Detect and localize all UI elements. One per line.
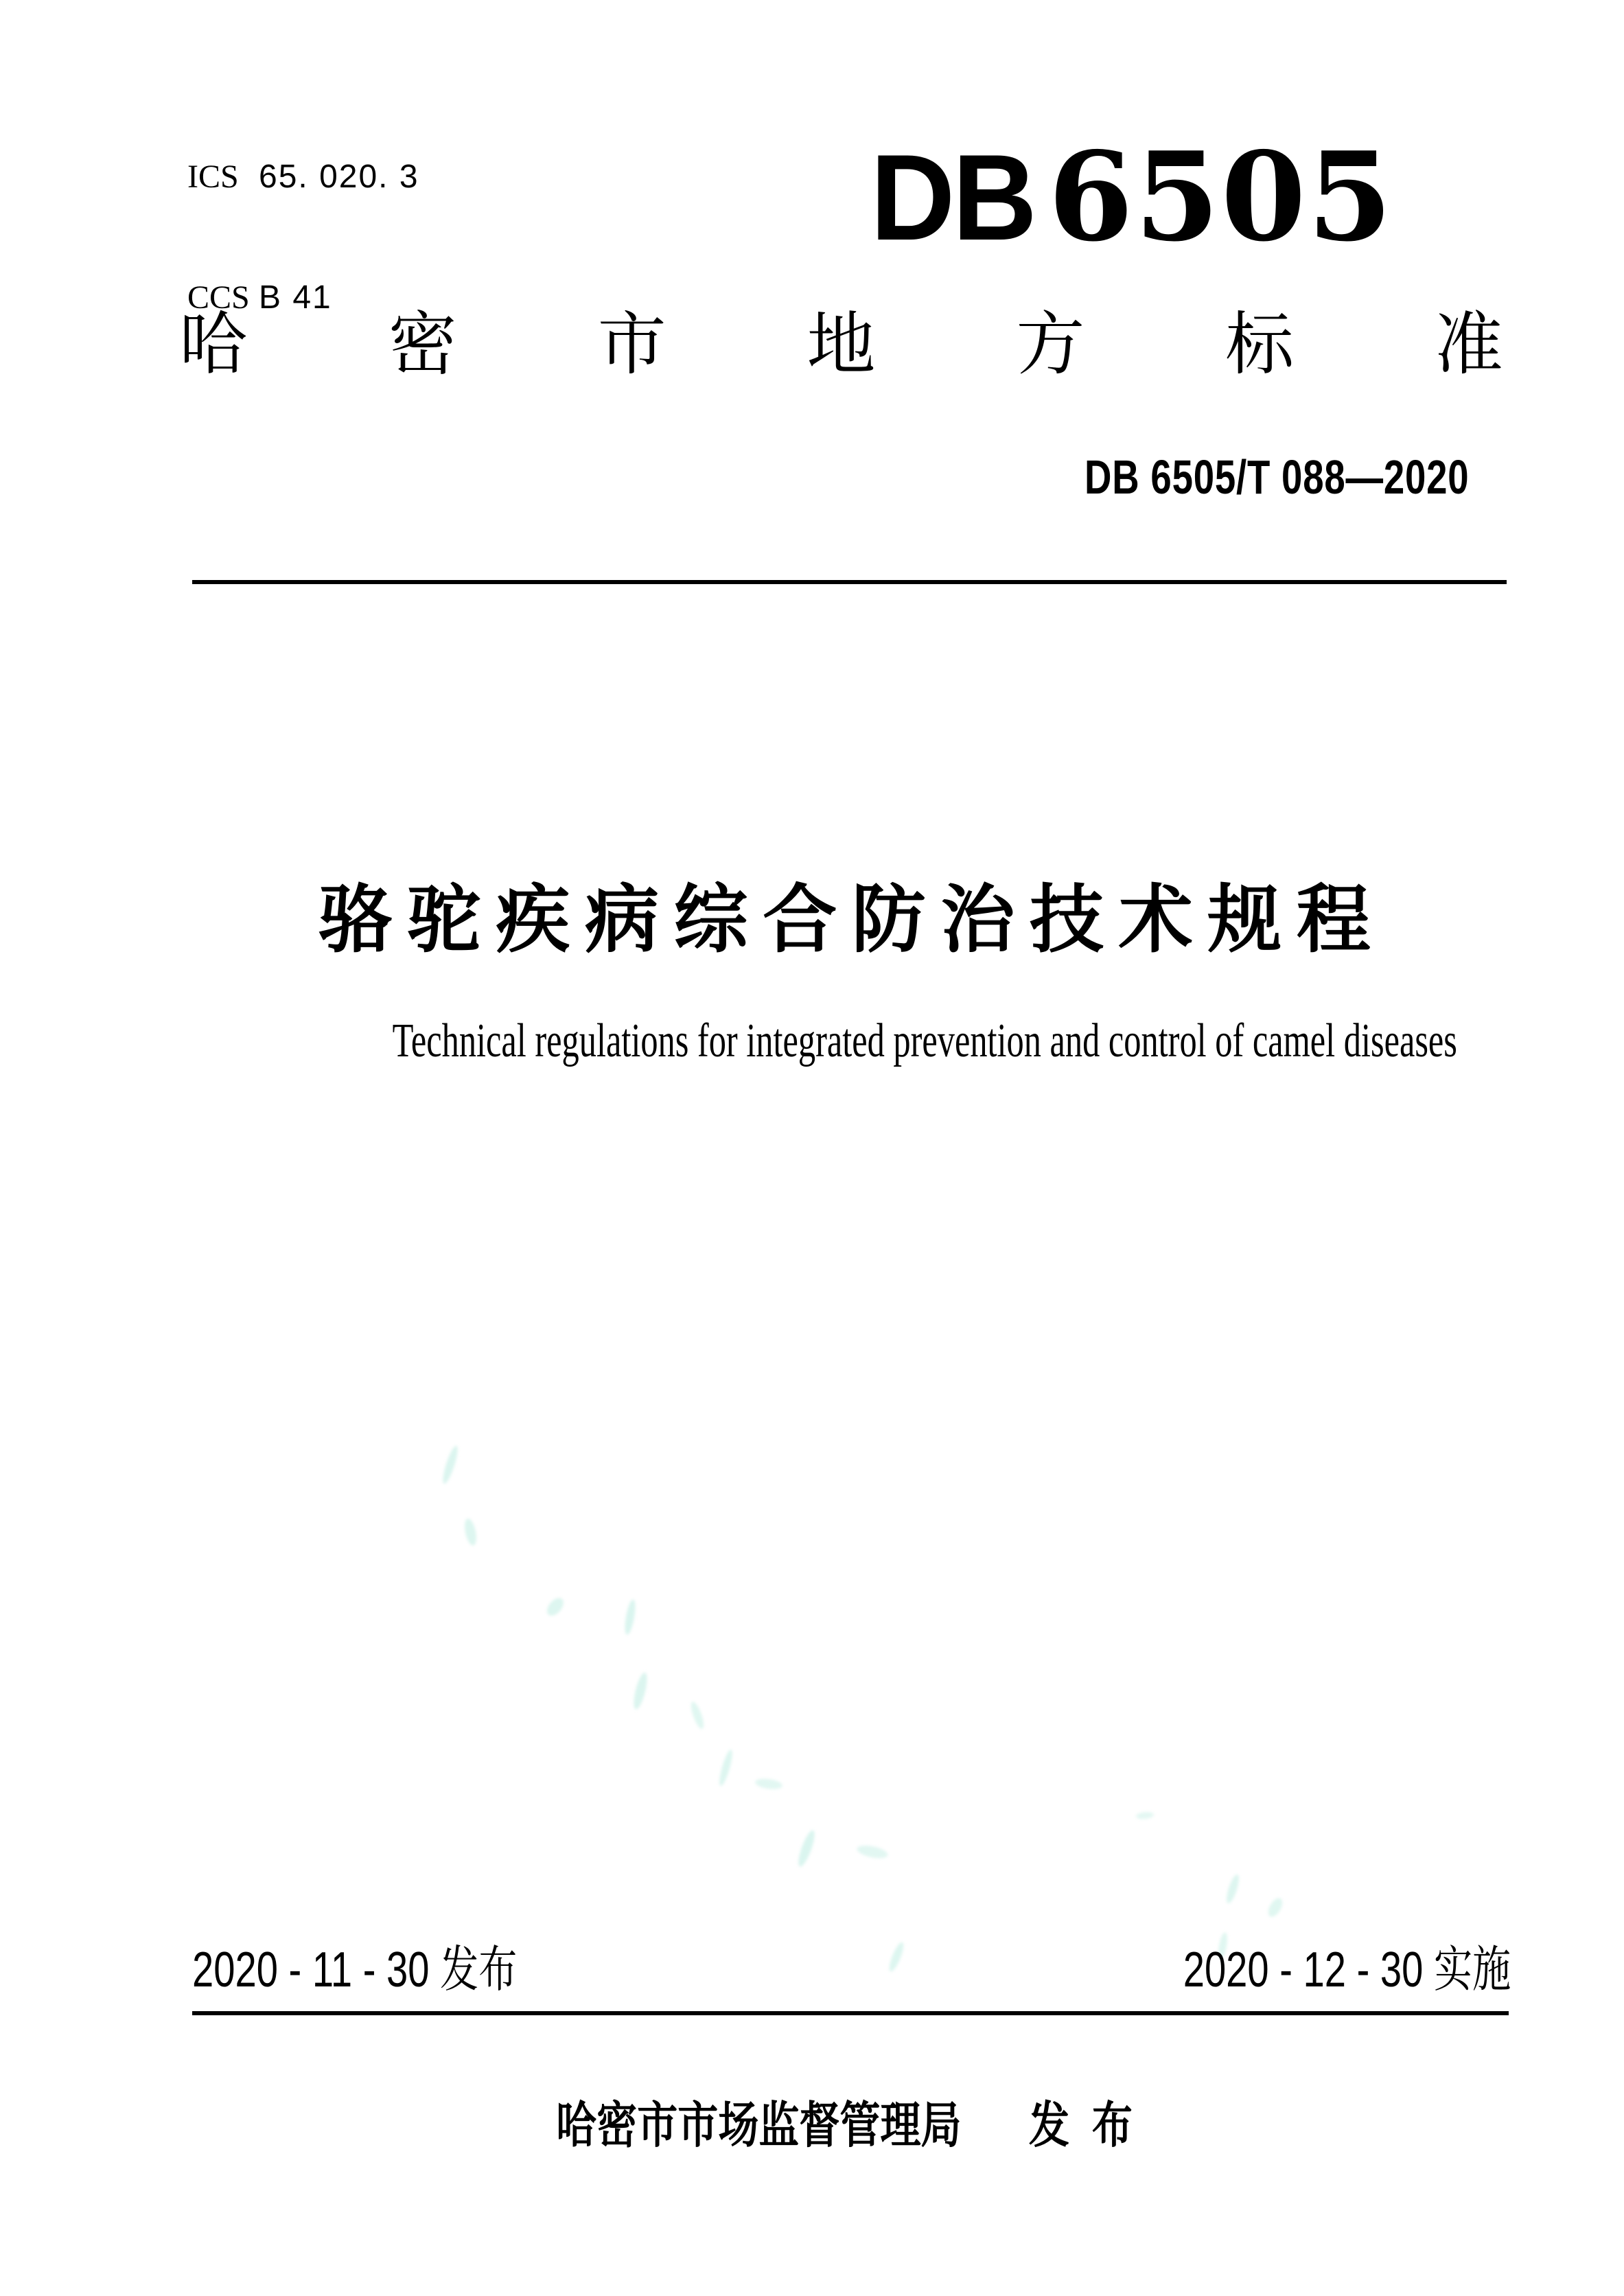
implementation-date: 2020 - 12 - 30 实施	[1183, 1943, 1511, 1997]
issue-date: 2020 - 11 - 30 发布	[192, 1943, 518, 1997]
watermark-speck	[463, 1518, 478, 1546]
watermark-speck	[1266, 1896, 1286, 1919]
footer-rule	[192, 2011, 1509, 2015]
watermark-speck	[1224, 1873, 1241, 1905]
ccs-label: CCS	[187, 279, 250, 316]
watermark-speck	[717, 1749, 735, 1787]
standard-code: DB 6505/T 088—2020	[1084, 450, 1469, 504]
publisher-name: 哈密市市场监督管理局	[556, 2098, 962, 2153]
ics-label: ICS	[187, 159, 239, 196]
watermark-speck	[688, 1700, 706, 1730]
ics-row	[187, 157, 419, 198]
document-title-en: Technical regulations for integrated prevention and control of camel diseases	[392, 1014, 1457, 1067]
watermark-speck	[544, 1595, 566, 1619]
watermark-speck	[1136, 1811, 1155, 1820]
header-rule	[192, 580, 1507, 584]
watermark-speck	[856, 1843, 889, 1860]
watermark-speck	[623, 1599, 638, 1635]
document-title-en-wrap	[185, 1014, 1503, 1067]
publish-label: 发 布	[1028, 2098, 1133, 2153]
watermark-speck	[631, 1671, 650, 1711]
watermark-speck	[887, 1940, 906, 1973]
ics-value: 65. 020. 3	[259, 159, 419, 196]
db-logo-number: 6505	[1048, 125, 1394, 268]
watermark-speck	[754, 1777, 783, 1790]
watermark-speck	[796, 1829, 817, 1868]
db-logo-prefix: DB	[870, 129, 1035, 266]
watermark-speck	[440, 1445, 460, 1485]
db-logo	[870, 125, 1394, 268]
jurisdiction-title: 哈密市地方标准	[179, 306, 1503, 383]
ccs-value: B 41	[259, 279, 332, 316]
publisher-row	[185, 2098, 1503, 2153]
publisher-inner	[556, 2098, 1133, 2153]
document-title-cn: 骆驼疾病综合防治技术规程	[318, 878, 1386, 961]
